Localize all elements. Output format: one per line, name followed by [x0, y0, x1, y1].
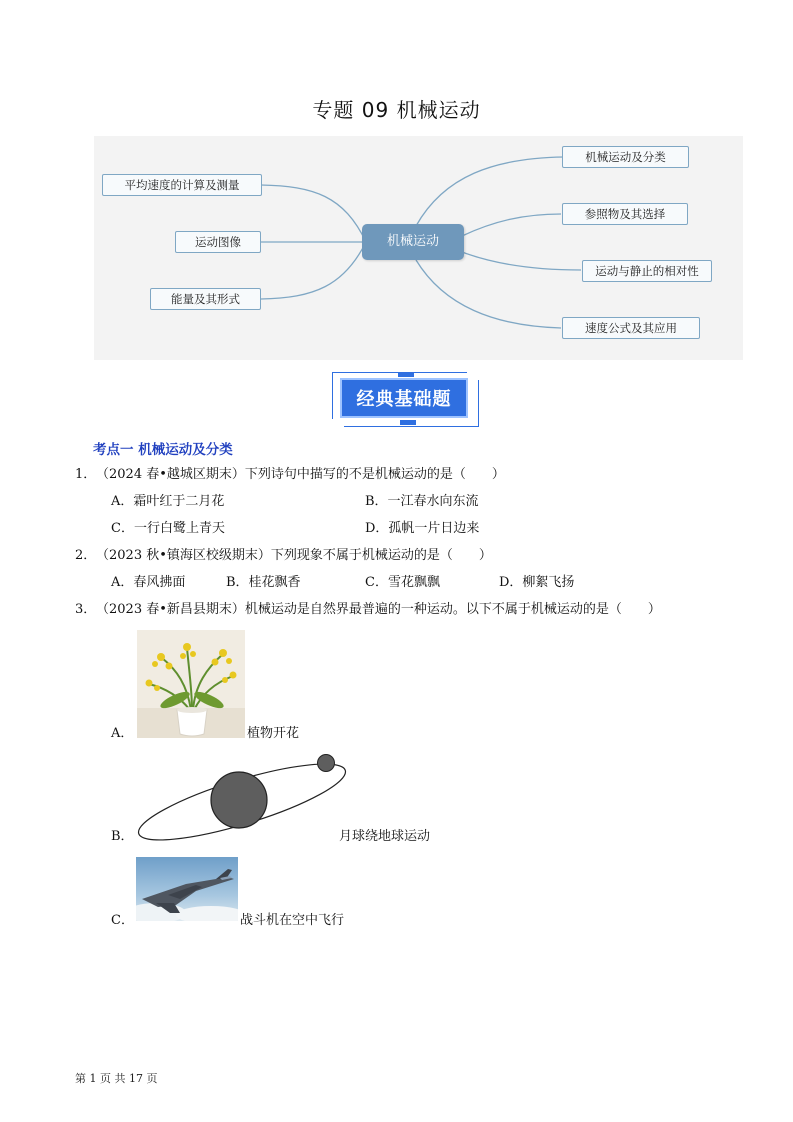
- plant-flowering-image: [137, 630, 245, 738]
- mindmap-node-motion-graph: 运动图像: [175, 231, 261, 253]
- badge-tab-bottom: [400, 420, 416, 425]
- question-3-number: 3．: [75, 602, 97, 617]
- question-1-option-b: B．一江春水向东流: [365, 494, 479, 509]
- moon-orbit-diagram: [132, 752, 352, 844]
- section-badge: [330, 372, 480, 428]
- mindmap-center-node: 机械运动: [362, 224, 464, 260]
- badge-label: 经典基础题: [340, 378, 468, 418]
- question-3-option-a-caption: 植物开花: [247, 726, 300, 741]
- connector-right-3: [462, 252, 581, 270]
- mindmap-node-speed-formula: 速度公式及其应用: [562, 317, 700, 339]
- mind-map: [94, 136, 743, 360]
- question-3-stem: （2023 春•新昌县期末）机械运动是自然界最普遍的一种运动。以下不属于机械运动的是（ ）: [96, 602, 661, 617]
- page-footer: 第 1 页 共 17 页: [75, 1072, 158, 1085]
- question-3-option-c-letter: C．: [111, 913, 134, 928]
- question-1-stem: （2024 春•越城区期末）下列诗句中描写的不是机械运动的是（ ）: [96, 467, 505, 482]
- question-1-option-a: A．霜叶红于二月花: [111, 494, 225, 509]
- question-2-option-c: C．雪花飘飘: [365, 575, 440, 590]
- mindmap-node-energy: 能量及其形式: [150, 288, 261, 310]
- section-heading: 考点一 机械运动及分类: [93, 442, 233, 458]
- question-1-number: 1．: [75, 467, 97, 482]
- mindmap-node-classification: 机械运动及分类: [562, 146, 689, 168]
- connector-right-2: [462, 214, 561, 236]
- question-2-number: 2．: [75, 548, 97, 563]
- connector-left-1: [261, 185, 366, 242]
- connector-left-3: [261, 242, 366, 299]
- fighter-jet-image: [136, 857, 238, 921]
- question-1-option-d: D．孤帆一片日边来: [365, 521, 480, 536]
- mindmap-node-average-speed: 平均速度的计算及测量: [102, 174, 262, 196]
- connector-right-1: [416, 157, 564, 226]
- question-3-option-c-caption: 战斗机在空中飞行: [240, 913, 345, 928]
- mindmap-node-relativity: 运动与静止的相对性: [582, 260, 712, 282]
- question-1-option-c: C．一行白鹭上青天: [111, 521, 225, 536]
- question-3-option-b-caption: 月球绕地球运动: [339, 829, 431, 844]
- question-2-option-d: D．柳絮飞扬: [499, 575, 575, 590]
- question-2-option-a: A．春风拂面: [111, 575, 186, 590]
- question-3-option-b-letter: B．: [111, 829, 134, 844]
- mindmap-node-reference-frame: 参照物及其选择: [562, 203, 688, 225]
- question-2-stem: （2023 秋•镇海区校级期末）下列现象不属于机械运动的是（ ）: [96, 548, 492, 563]
- moon-circle: [318, 755, 335, 772]
- badge-tab-top: [398, 372, 414, 377]
- question-3-option-a-letter: A．: [111, 726, 134, 741]
- connector-right-4: [416, 260, 561, 328]
- page-title: 专题 09 机械运动: [312, 98, 481, 122]
- question-2-option-b: B．桂花飘香: [226, 575, 301, 590]
- earth-circle: [211, 772, 267, 828]
